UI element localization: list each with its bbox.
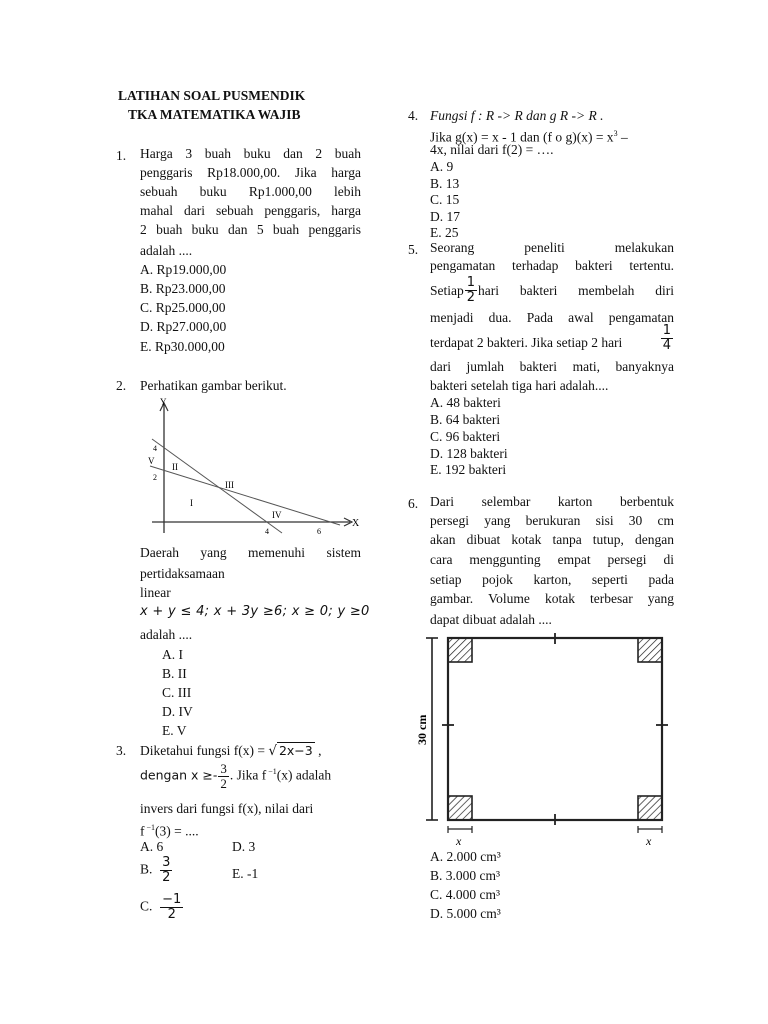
region-label-V: V xyxy=(148,456,155,466)
q4-option-c: C. 15 xyxy=(430,192,460,207)
q5-number: 5. xyxy=(408,242,419,257)
q5-line-4: menjadi dua. Pada awal pengamatan xyxy=(430,310,674,325)
line-x-plus-y-4 xyxy=(152,439,282,533)
q6-line-1: Dari selembar karton berbentuk xyxy=(430,494,674,509)
q3-radicand: 2x−3 xyxy=(278,743,313,758)
q4-option-d: D. 17 xyxy=(430,209,460,224)
q1-option-e: E. Rp30.000,00 xyxy=(140,339,225,354)
q5-option-b: B. 64 bakteri xyxy=(430,412,501,427)
q2-inequalities: x + y ≤ 4; x + 3y ≥6; x ≥ 0; y ≥0 xyxy=(140,604,370,619)
region-label-III: III xyxy=(225,480,234,490)
q1-option-c: C. Rp25.000,00 xyxy=(140,300,226,315)
q5-line-1: Seorang peneliti melakukan xyxy=(430,240,674,255)
q3-line-3: invers dari fungsi f(x), nilai dari xyxy=(140,801,314,816)
dimension-label-30cm: 30 cm xyxy=(415,714,429,745)
q2-after: adalah .... xyxy=(140,627,193,642)
q3-option-e: E. -1 xyxy=(232,866,259,881)
q5-line-2: pengamatan terhadap bakteri tertentu. xyxy=(430,258,674,273)
q6-option-c: C. 4.000 cm³ xyxy=(430,887,501,902)
q2-option-e: E. V xyxy=(162,723,187,738)
corner-cut-top-left xyxy=(448,638,472,662)
q5-line-7: bakteri setelah tiga hari adalah.... xyxy=(430,378,609,393)
q5-option-d: D. 128 bakteri xyxy=(430,446,508,461)
q1-line-2: penggaris Rp18.000,00. Jika harga xyxy=(140,165,361,180)
q3-option-a: A. 6 xyxy=(140,839,164,854)
q1-option-d: D. Rp27.000,00 xyxy=(140,319,227,334)
q5-option-c: C. 96 bakteri xyxy=(430,429,501,444)
corner-cut-top-right xyxy=(638,638,662,662)
q6-option-a: A. 2.000 cm³ xyxy=(430,849,501,864)
region-label-IV: IV xyxy=(272,510,282,520)
q4-line-2: Jika g(x) = x - 1 dan (f o $g)(x) = x^3$ – xyxy=(430,129,628,145)
x-axis-label: X xyxy=(352,518,360,529)
q1-line-5: 2 buah buku dan 5 buah penggaris xyxy=(140,222,361,237)
q2-line-2: pertidaksamaan xyxy=(140,566,225,581)
q6-line-3: akan dibuat kotak tanpa tutup, dengan xyxy=(430,532,674,547)
x-tick-4: 4 xyxy=(265,527,269,536)
q4-line-1: Fungsi f : R -> R dan g R -> R . xyxy=(430,108,604,123)
q4-option-e: E. 25 xyxy=(430,225,459,240)
q6-number: 6. xyxy=(408,496,419,511)
q3-line-2: dengan x ≥- $\frac{3}{2}$ . Jika f $^{-1}$(x) adalah xyxy=(140,761,332,791)
q1-line-6: adalah .... xyxy=(140,243,193,258)
doc-title: LATIHAN SOAL PUSMENDIK xyxy=(118,88,306,103)
q3-line-4: f $^{-1}$(3) = .... xyxy=(140,823,199,839)
doc-subtitle: TKA MATEMATIKA WAJIB xyxy=(128,107,301,122)
q3-line-1: Diketahui fungsi f(x) = √ 2x−3 , xyxy=(140,743,322,759)
region-label-II: II xyxy=(172,462,178,472)
q5-line-3: Setiap $\frac{1}{2}$ hari bakteri membelah diri xyxy=(430,275,674,305)
q2-line-1: Daerah yang memenuhi sistem xyxy=(140,545,361,560)
q2-option-d: D. IV xyxy=(162,704,193,719)
y-tick-4: 4 xyxy=(153,444,157,453)
q3-number: 3. xyxy=(116,743,127,758)
q6-option-d: D. 5.000 cm³ xyxy=(430,906,501,921)
q1-line-3: sebuah buku Rp1.000,00 lebih xyxy=(140,184,361,199)
q6-line-5: setiap pojok karton, seperti pada xyxy=(430,572,674,587)
q6-line-2: persegi yang berukuran sisi 30 cm xyxy=(430,513,674,528)
corner-cut-bottom-right xyxy=(638,796,662,820)
cut-label-x-right: x xyxy=(646,834,652,848)
cut-label-x-left: x xyxy=(456,834,462,848)
q2-graph-figure xyxy=(140,393,365,541)
q2-option-a: A. I xyxy=(162,647,183,662)
y-tick-2: 2 xyxy=(153,473,157,482)
karton-square xyxy=(448,638,662,820)
q4-option-b: B. 13 xyxy=(430,176,460,191)
q3-option-d: D. 3 xyxy=(232,839,256,854)
q1-line-4: mahal dari sebuah penggaris, harga xyxy=(140,203,361,218)
corner-cut-bottom-left xyxy=(448,796,472,820)
q1-option-b: B. Rp23.000,00 xyxy=(140,281,226,296)
q4-line-3: 4x, nilai dari f(2) = …. xyxy=(430,142,554,157)
q6-option-b: B. 3.000 cm³ xyxy=(430,868,501,883)
q4-option-a: A. 9 xyxy=(430,159,454,174)
q3-option-c: C. $\frac{-1}{2}$ xyxy=(140,892,182,922)
x-tick-6: 6 xyxy=(317,527,321,536)
q3-option-b: B. $\frac{3}{2}$ xyxy=(140,855,171,885)
q6-line-4: cara menggunting empat persegi di xyxy=(430,552,674,567)
line-x-plus-3y-6 xyxy=(150,466,340,525)
q5-option-a: A. 48 bakteri xyxy=(430,395,501,410)
q6-line-6: gambar. Volume kotak terbesar yang xyxy=(430,591,674,606)
q2-intro: Perhatikan gambar berikut. xyxy=(140,378,287,393)
q2-number: 2. xyxy=(116,378,127,393)
q5-line-5: terdapat 2 bakteri. Jika setiap 2 hari $\frac{1}{4}$ xyxy=(430,323,671,353)
q2-option-c: C. III xyxy=(162,685,192,700)
region-label-I: I xyxy=(190,498,193,508)
q5-line-6: dari jumlah bakteri mati, banyaknya xyxy=(430,359,674,374)
q2-option-b: B. II xyxy=(162,666,187,681)
q4-number: 4. xyxy=(408,108,419,123)
q6-line-7: dapat dibuat adalah .... xyxy=(430,612,552,627)
q5-option-e: E. 192 bakteri xyxy=(430,462,507,477)
q6-karton-figure xyxy=(408,633,688,848)
sqrt-symbol: √ xyxy=(268,743,277,759)
q1-line-1: Harga 3 buah buku dan 2 buah xyxy=(140,146,361,161)
q1-number: 1. xyxy=(116,148,127,163)
q2-line-3: linear xyxy=(140,585,171,600)
y-axis-label: Y xyxy=(160,397,167,407)
q1-option-a: A. Rp19.000,00 xyxy=(140,262,227,277)
